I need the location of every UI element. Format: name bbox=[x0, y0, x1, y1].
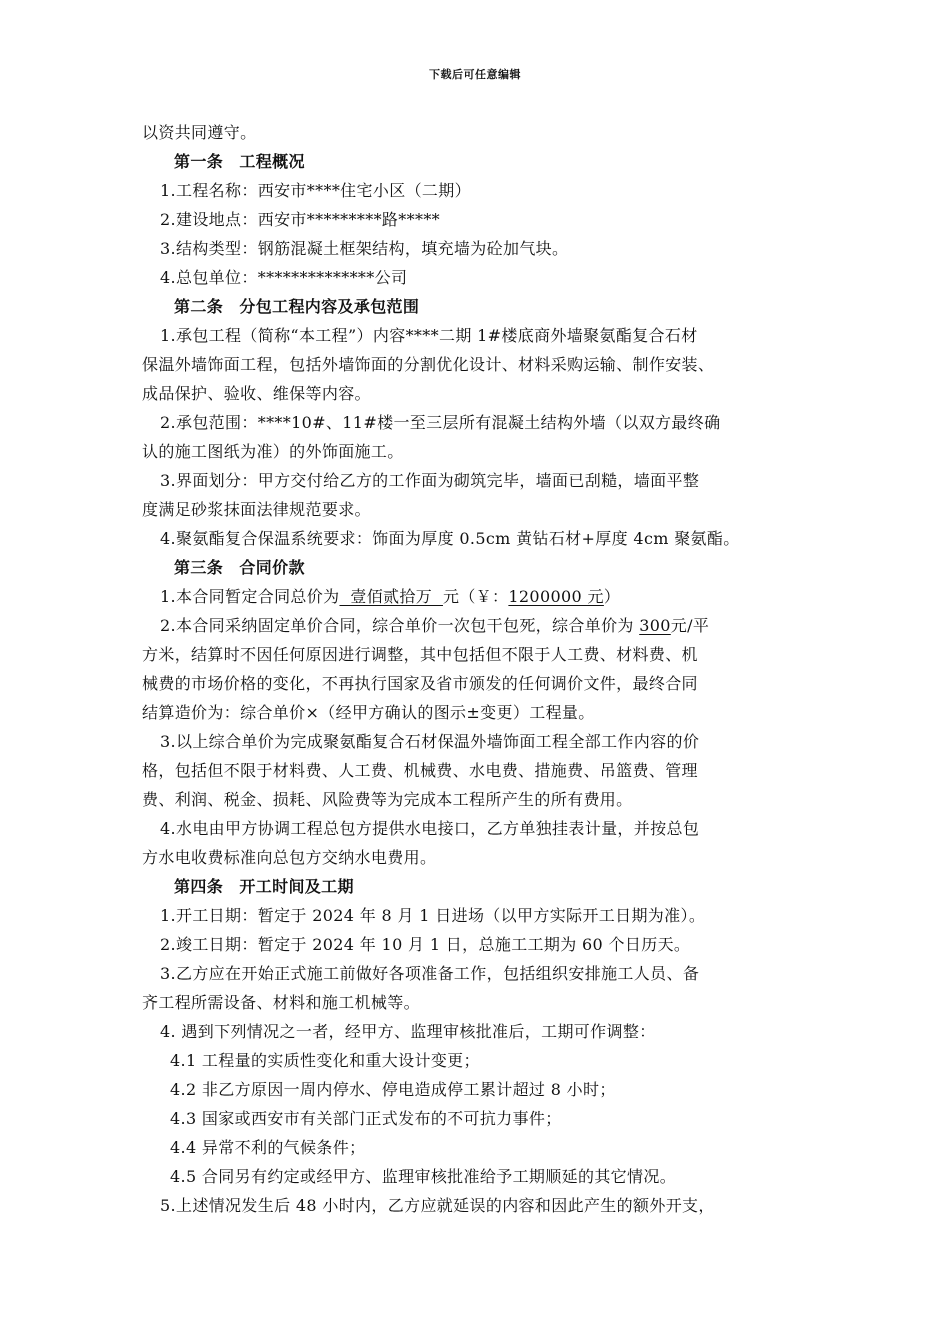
total-price-suffix: ） bbox=[603, 587, 621, 606]
section-3-paragraph-2-cont: 方米，结算时不因任何原因进行调整，其中包括但不限于人工费、材料费、机 bbox=[142, 645, 698, 664]
section-1-item: 3.结构类型：钢筋混凝土框架结构，填充墙为砼加气块。 bbox=[160, 239, 569, 258]
section-4-paragraph-3: 3.乙方应在开始正式施工前做好各项准备工作，包括组织安排施工人员、备 bbox=[160, 964, 700, 983]
section-3-paragraph-2-cont: 械费的市场价格的变化，不再执行国家及省市颁发的任何调价文件，最终合同 bbox=[142, 674, 698, 693]
section-3-paragraph-3-cont: 费、利润、税金、损耗、风险费等为完成本工程所产生的所有费用。 bbox=[142, 790, 633, 809]
total-price-words: 壹佰贰拾万 bbox=[339, 587, 443, 606]
unit-price-suffix: 元/平 bbox=[670, 616, 710, 635]
section-3-paragraph-4-cont: 方水电收费标准向总包方交纳水电费用。 bbox=[142, 848, 437, 867]
section-2-paragraph-2-cont: 认的施工图纸为准）的外饰面施工。 bbox=[142, 442, 404, 461]
section-2-paragraph-3: 3.界面划分：甲方交付给乙方的工作面为砌筑完毕，墙面已刮糙，墙面平整 bbox=[160, 471, 700, 490]
section-4-paragraph-1: 1.开工日期：暂定于 2024 年 8 月 1 日进场（以甲方实际开工日期为准）。 bbox=[160, 906, 706, 925]
section-3-title: 第三条 合同价款 bbox=[174, 558, 305, 577]
unit-price-prefix: 2.本合同采纳固定单价合同，综合单价一次包干包死，综合单价为 bbox=[160, 616, 640, 635]
section-3-paragraph-1 bbox=[142, 582, 822, 611]
section-4-sub-item: 4.4 异常不利的气候条件； bbox=[170, 1138, 366, 1157]
section-4-sub-item: 4.1 工程量的实质性变化和重大设计变更； bbox=[170, 1051, 480, 1070]
section-4-paragraph-2: 2.竣工日期：暂定于 2024 年 10 月 1 日，总施工工期为 60 个日历天。 bbox=[160, 935, 691, 954]
contract-body bbox=[142, 118, 822, 1220]
section-1-title: 第一条 工程概况 bbox=[174, 152, 305, 171]
section-2-paragraph-3-cont: 度满足砂浆抹面法律规范要求。 bbox=[142, 500, 371, 519]
section-4-paragraph-3-cont: 齐工程所需设备、材料和施工机械等。 bbox=[142, 993, 420, 1012]
section-4-title: 第四条 开工时间及工期 bbox=[174, 877, 354, 896]
section-3-paragraph-2 bbox=[142, 611, 822, 640]
section-4-paragraph-4: 4. 遇到下列情况之一者，经甲方、监理审核批准后，工期可作调整： bbox=[160, 1022, 656, 1041]
section-2-paragraph-1-cont: 保温外墙饰面工程，包括外墙饰面的分割优化设计、材料采购运输、制作安装、 bbox=[142, 355, 715, 374]
section-4-sub-item: 4.2 非乙方原因一周内停水、停电造成停工累计超过 8 小时； bbox=[170, 1080, 616, 1099]
total-price-prefix: 1.本合同暂定合同总价为 bbox=[160, 587, 340, 606]
section-1-item: 4.总包单位：**************公司 bbox=[160, 268, 408, 287]
section-4-paragraph-5: 5.上述情况发生后 48 小时内，乙方应就延误的内容和因此产生的额外开支， bbox=[160, 1196, 715, 1215]
section-2-paragraph-1: 1.承包工程（简称“本工程”）内容****二期 1#楼底商外墙聚氨酯复合石材 bbox=[160, 326, 698, 345]
total-price-middle: 元（￥： bbox=[442, 587, 509, 606]
section-3-paragraph-4: 4.水电由甲方协调工程总包方提供水电接口，乙方单独挂表计量，并按总包 bbox=[160, 819, 700, 838]
unit-price-value: 300 bbox=[639, 616, 671, 635]
page-header: 下载后可任意编辑 bbox=[429, 68, 521, 81]
section-1-item: 1.工程名称：西安市****住宅小区（二期） bbox=[160, 181, 471, 200]
section-4-sub-item: 4.5 合同另有约定或经甲方、监理审核批准给予工期顺延的其它情况。 bbox=[170, 1167, 677, 1186]
section-4-sub-item: 4.3 国家或西安市有关部门正式发布的不可抗力事件； bbox=[170, 1109, 562, 1128]
section-3-paragraph-2-cont: 结算造价为：综合单价×（经甲方确认的图示±变更）工程量。 bbox=[142, 703, 595, 722]
section-2-paragraph-4: 4.聚氨酯复合保温系统要求：饰面为厚度 0.5cm 黄钻石材+厚度 4cm 聚氨酯。 bbox=[160, 529, 740, 548]
intro-line: 以资共同遵守。 bbox=[142, 123, 257, 142]
section-2-paragraph-2: 2.承包范围：****10#、11#楼一至三层所有混凝土结构外墙（以双方最终确 bbox=[160, 413, 721, 432]
total-price-number: 1200000 元 bbox=[508, 587, 604, 606]
section-3-paragraph-3-cont: 格，包括但不限于材料费、人工费、机械费、水电费、措施费、吊篮费、管理 bbox=[142, 761, 698, 780]
section-2-title: 第二条 分包工程内容及承包范围 bbox=[174, 297, 420, 316]
section-1-item: 2.建设地点：西安市*********路***** bbox=[160, 210, 441, 229]
section-3-paragraph-3: 3.以上综合单价为完成聚氨酯复合石材保温外墙饰面工程全部工作内容的价 bbox=[160, 732, 700, 751]
section-2-paragraph-1-cont: 成品保护、验收、维保等内容。 bbox=[142, 384, 371, 403]
